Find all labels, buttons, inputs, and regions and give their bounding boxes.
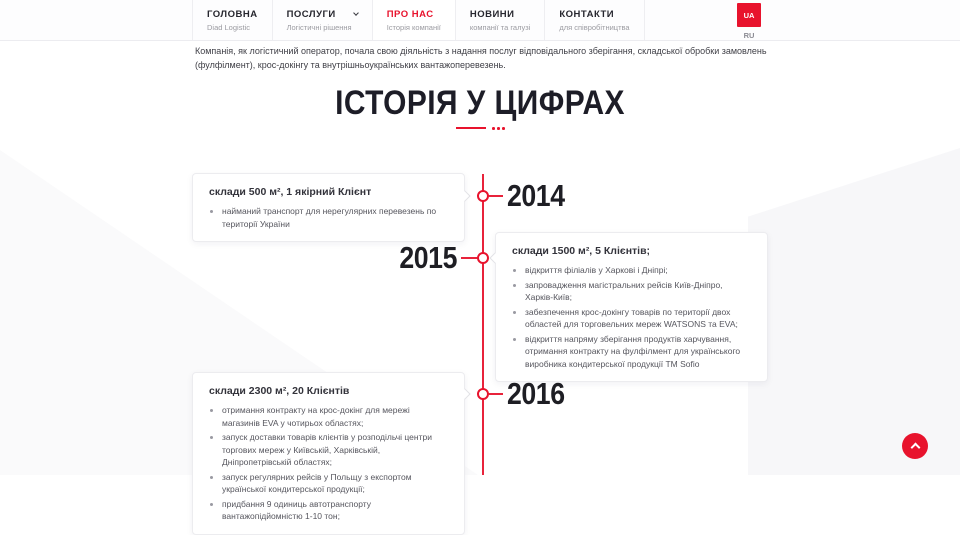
timeline-bullet: • відкриття філіалів у Харкові і Дніпрі; [525, 264, 751, 277]
card-pointer-icon [459, 388, 470, 399]
top-nav-bar [0, 0, 960, 41]
timeline-bullet: • запуск доставки товарів клієнтів у розподільчі центри торгових мереж у Київській, Харківській, Дніпропетрівській областях; [222, 431, 448, 469]
nav-item-subtitle: Логістичні рішення [286, 22, 352, 32]
card-title: склади 2300 м², 20 Клієнтів [209, 385, 350, 397]
background-diagonal-right [748, 148, 960, 475]
nav-item-home[interactable] [192, 0, 272, 40]
timeline-connector-2016 [489, 393, 503, 395]
nav-item-label: КОНТАКТИ [559, 8, 615, 20]
decor-dot [492, 127, 495, 130]
timeline-connector-2015 [461, 257, 478, 259]
timeline-node-2016 [477, 388, 489, 400]
timeline-card-2016 [192, 372, 465, 535]
timeline-card-2015 [495, 232, 768, 382]
year-label-2014: 2014 [507, 178, 565, 213]
timeline-bullet: • відкриття напряму зберігання продуктів харчування, отримання контракту на фулфілмент для українського виробника кондитерської продукції ТМ Sofio [525, 333, 751, 371]
year-label-2016: 2016 [507, 376, 565, 411]
lang-ru-button[interactable]: RU [743, 31, 755, 40]
year-label-2015: 2015 [399, 240, 457, 275]
nav-item-contacts[interactable] [544, 0, 644, 40]
nav-item-subtitle: компанії та галузі [469, 22, 531, 32]
nav-item-label: ПРО НАС [386, 8, 434, 20]
decor-dot [502, 127, 505, 130]
decor-bar [456, 127, 486, 129]
scroll-to-top-button[interactable] [902, 433, 928, 459]
nav-item-subtitle: Історія компанії [386, 22, 441, 32]
timeline-connector-2014 [489, 195, 503, 197]
nav-item-news[interactable] [455, 0, 544, 40]
card-bullet-list [512, 264, 751, 370]
card-pointer-icon [489, 252, 500, 263]
card-pointer-icon [459, 190, 470, 201]
lang-ua-button[interactable]: UA [737, 3, 761, 27]
card-title: склади 500 м², 1 якірний Клієнт [209, 186, 372, 198]
main-navigation [192, 0, 645, 40]
card-title: склади 1500 м², 5 Клієнтів; [512, 245, 651, 257]
card-bullet-list [209, 404, 448, 523]
timeline-bullet: • забезпечення крос-докінгу товарів по території двох областей для торговельних мереж WATSONS та EVA; [525, 306, 751, 331]
timeline-bullet: • придбання 9 одиниць автотранспорту вантажопідйомністю 1-10 тон; [222, 498, 448, 523]
timeline-node-2015 [477, 252, 489, 264]
chevron-up-icon [910, 443, 920, 453]
timeline-bullet: • отримання контракту на крос-докінг для мережі магазинів EVA у чотирьох областях; [222, 404, 448, 429]
timeline-card-2014 [192, 173, 465, 242]
nav-item-services[interactable] [272, 0, 372, 40]
timeline-node-2014 [477, 190, 489, 202]
section-title: ІСТОРІЯ У ЦИФРАХ [335, 84, 625, 122]
nav-item-subtitle: Diad Logistic [207, 22, 250, 32]
timeline-bullet: • найманий транспорт для нерегулярних перевезень по території України [222, 205, 448, 230]
nav-item-subtitle: для співробітництва [559, 22, 630, 32]
decor-dot [497, 127, 500, 130]
card-bullet-list [209, 205, 448, 230]
nav-item-label: ПОСЛУГИ [286, 8, 336, 20]
timeline-bullet: • запровадження магістральних рейсів Київ-Дніпро, Харків-Київ; [525, 279, 751, 304]
title-underline-decor [0, 127, 960, 130]
intro-paragraph: Компанія, як логістичний оператор, почала свою діяльність з надання послуг відповідального зберігання, складської обробки замовлень (фулфілмент), крос-докінгу та внутрішньоукраїнських вантажоперевезень. [195, 46, 767, 70]
nav-item-label: НОВИНИ [469, 8, 515, 20]
language-switcher [737, 3, 761, 40]
timeline-vertical-line [482, 174, 484, 475]
nav-item-about-active[interactable] [372, 0, 455, 40]
timeline-bullet: • запуск регулярних рейсів у Польщу з експортом української кондитерської продукції; [222, 471, 448, 496]
nav-item-label: ГОЛОВНА [207, 8, 258, 20]
chevron-down-icon [353, 10, 359, 16]
